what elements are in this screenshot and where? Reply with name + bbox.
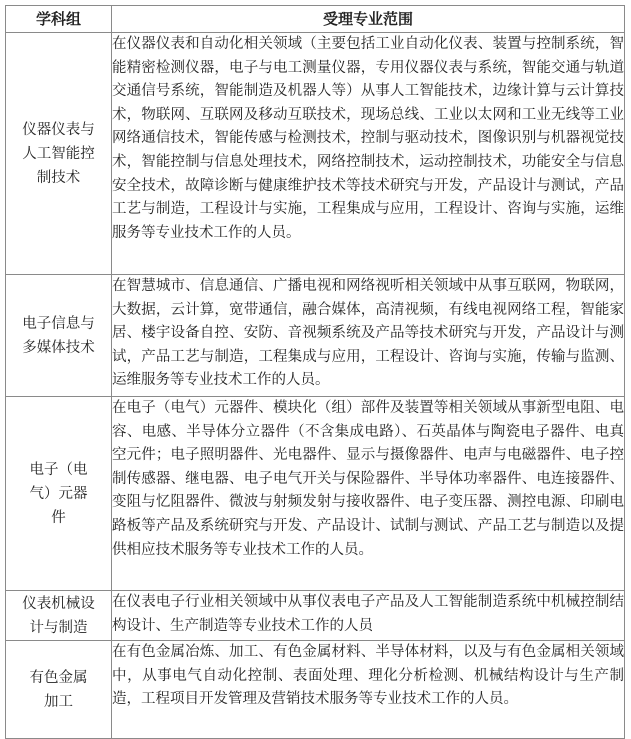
table-row	[6, 591, 625, 641]
subject-cell-components	[6, 397, 112, 591]
header-row	[6, 6, 625, 33]
subject-cell-nonferrous	[6, 641, 112, 739]
scope-cell-nonferrous: 在有色金属冶炼、加工、有色金属材料、半导体材料，以及与有色金属相关领域中，从事电气自动化控制、表面处理、理化分析检测、机械结构设计与生产制造，工程项目开发管理及营销技术服务等专业技术工作的人员。	[112, 641, 625, 739]
subject-cell-instruments-ai	[6, 33, 112, 275]
subject-cell-mechanical	[6, 591, 112, 641]
scope-cell-mechanical: 在仪表电子行业相关领域中从事仪表电子产品及人工智能制造系统中机械控制结构设计、生产制造等专业技术工作的人员	[112, 591, 625, 641]
header-subject: 学科组	[6, 6, 112, 33]
scope-cell-components: 在电子（电气）元器件、模块化（组）部件及装置等相关领域从事新型电阻、电容、电感、半导体分立器件（不含集成电路）、石英晶体与陶瓷电子器件、电真空元件；电子照明器件、光电器件、显示与摄像器件、电声与电磁器件、电子控制传感器、继电器、电子电气开关与保险器件、半导体功率器件、电连接器件、变阻与忆阻器件、微波与射频发射与接收器件、电子变压器、测控电源、印刷电路板等产品及系统研究与开发、产品设计、试制与测试、产品工艺与制造以及提供相应技术服务等专业技术工作的人员。	[112, 397, 625, 591]
subject-label: 电子信息与多媒体技术	[22, 315, 95, 356]
subject-label: 仪器仪表与人工智能控制技术	[22, 121, 95, 186]
table-row	[6, 397, 625, 591]
table-row	[6, 33, 625, 275]
header-scope: 受理专业范围	[112, 6, 625, 33]
scope-cell-instruments-ai: 在仪器仪表和自动化相关领域（主要包括工业自动化仪表、装置与控制系统，智能精密检测仪器，电子与电工测量仪器，专用仪器仪表与系统，智能交通与轨道交通信号系统，智能制造及机器人等）从事人工智能技术，边缘计算与云计算技术，物联网、互联网及移动互联技术，现场总线、工业以太网和工业无线等工业网络通信技术，智能传感与检测技术，控制与驱动技术，图像识别与机器视觉技术，智能控制与信息处理技术，网络控制技术，运动控制技术，功能安全与信息安全技术，故障诊断与健康维护技术等技术研究与开发，产品设计与测试，产品工艺与制造，工程设计与实施，工程集成与应用，工程设计、咨询与实施，运维服务等专业技术工作的人员。	[112, 33, 625, 275]
subject-cell-electronics-media	[6, 275, 112, 397]
table-row	[6, 641, 625, 739]
subject-label: 仪表机械设计与制造	[22, 595, 95, 636]
subject-label: 有色金属加工	[29, 669, 88, 710]
subject-label: 电子（电气）元器件	[29, 461, 88, 526]
scope-table	[5, 5, 625, 739]
scope-cell-electronics-media: 在智慧城市、信息通信、广播电视和网络视听相关领域中从事互联网，物联网，大数据，云计算，宽带通信，融合媒体，高清视频，有线电视网络工程，智能家居、楼宇设备自控、安防、音视频系统及产品等技术研究与开发，产品设计与测试，产品工艺与制造，工程集成与应用，工程设计、咨询与实施，传输与监测、运维服务等专业技术工作的人员。	[112, 275, 625, 397]
table-row	[6, 275, 625, 397]
